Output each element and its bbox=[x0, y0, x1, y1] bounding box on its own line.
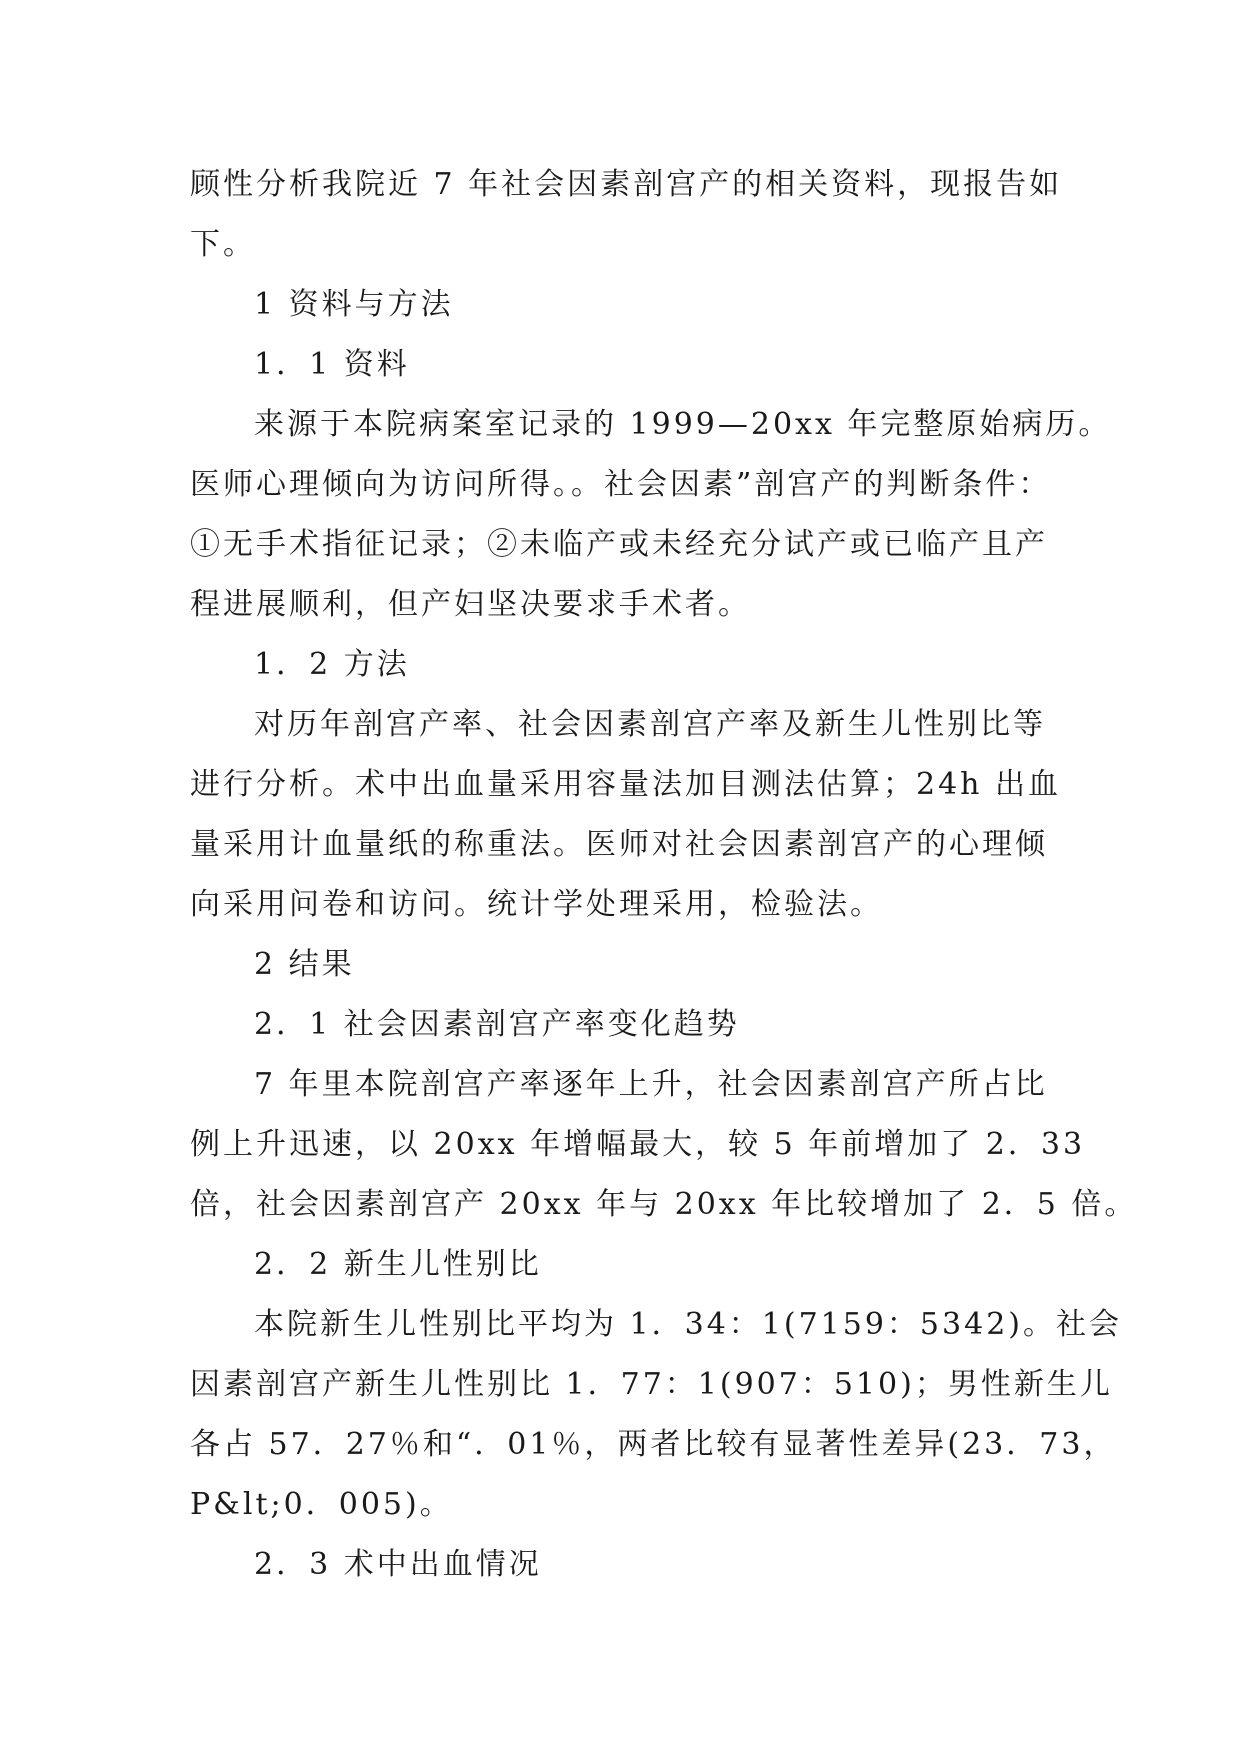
subsection-heading: 2．3 术中出血情况 bbox=[254, 1547, 542, 1582]
text-line: 来源于本院病案室记录的 1999—20xx 年完整原始病历。 bbox=[254, 407, 1112, 442]
text-line: 倍，社会因素剖宫产 20xx 年与 20xx 年比较增加了 2．5 倍。 bbox=[190, 1187, 1138, 1222]
text-line: 程进展顺利，但产妇坚决要求手术者。 bbox=[190, 587, 751, 622]
section-heading: 1 资料与方法 bbox=[254, 287, 454, 322]
subsection-heading: 2．1 社会因素剖宫产率变化趋势 bbox=[254, 1007, 740, 1042]
text-line: 向采用问卷和访问。统计学处理采用，检验法。 bbox=[190, 887, 883, 922]
text-line: 本院新生儿性别比平均为 1．34：1(7159：5342)。社会 bbox=[254, 1307, 1122, 1342]
text-line: 因素剖宫产新生儿性别比 1．77：1(907：510)；男性新生儿 bbox=[190, 1367, 1113, 1402]
text-line: 各占 57．27％和“．01％，两者比较有显著性差异(23．73， bbox=[190, 1427, 1117, 1462]
text-line: 顾性分析我院近 7 年社会因素剖宫产的相关资料，现报告如 bbox=[190, 167, 1063, 202]
text-line: 对历年剖宫产率、社会因素剖宫产率及新生儿性别比等 bbox=[254, 707, 1046, 742]
text-line: 下。 bbox=[190, 227, 256, 262]
subsection-heading: 1．1 资料 bbox=[254, 347, 410, 382]
text-line: 医师心理倾向为访问所得。。社会因素”剖宫产的判断条件： bbox=[190, 467, 1052, 502]
text-line: 例上升迅速，以 20xx 年增幅最大，较 5 年前增加了 2．33 bbox=[190, 1127, 1086, 1162]
text-line: ①无手术指征记录；②未临产或未经充分试产或已临产且产 bbox=[190, 527, 1048, 562]
section-heading: 2 结果 bbox=[254, 947, 355, 982]
subsection-heading: 2．2 新生儿性别比 bbox=[254, 1247, 542, 1282]
text-line: 进行分析。术中出血量采用容量法加目测法估算；24h 出血 bbox=[190, 767, 1062, 802]
text-line: P&lt;0．005)。 bbox=[190, 1487, 453, 1522]
text-line: 量采用计血量纸的称重法。医师对社会因素剖宫产的心理倾 bbox=[190, 827, 1048, 862]
text-line: 7 年里本院剖宫产率逐年上升，社会因素剖宫产所占比 bbox=[254, 1067, 1048, 1102]
subsection-heading: 1．2 方法 bbox=[254, 647, 410, 682]
